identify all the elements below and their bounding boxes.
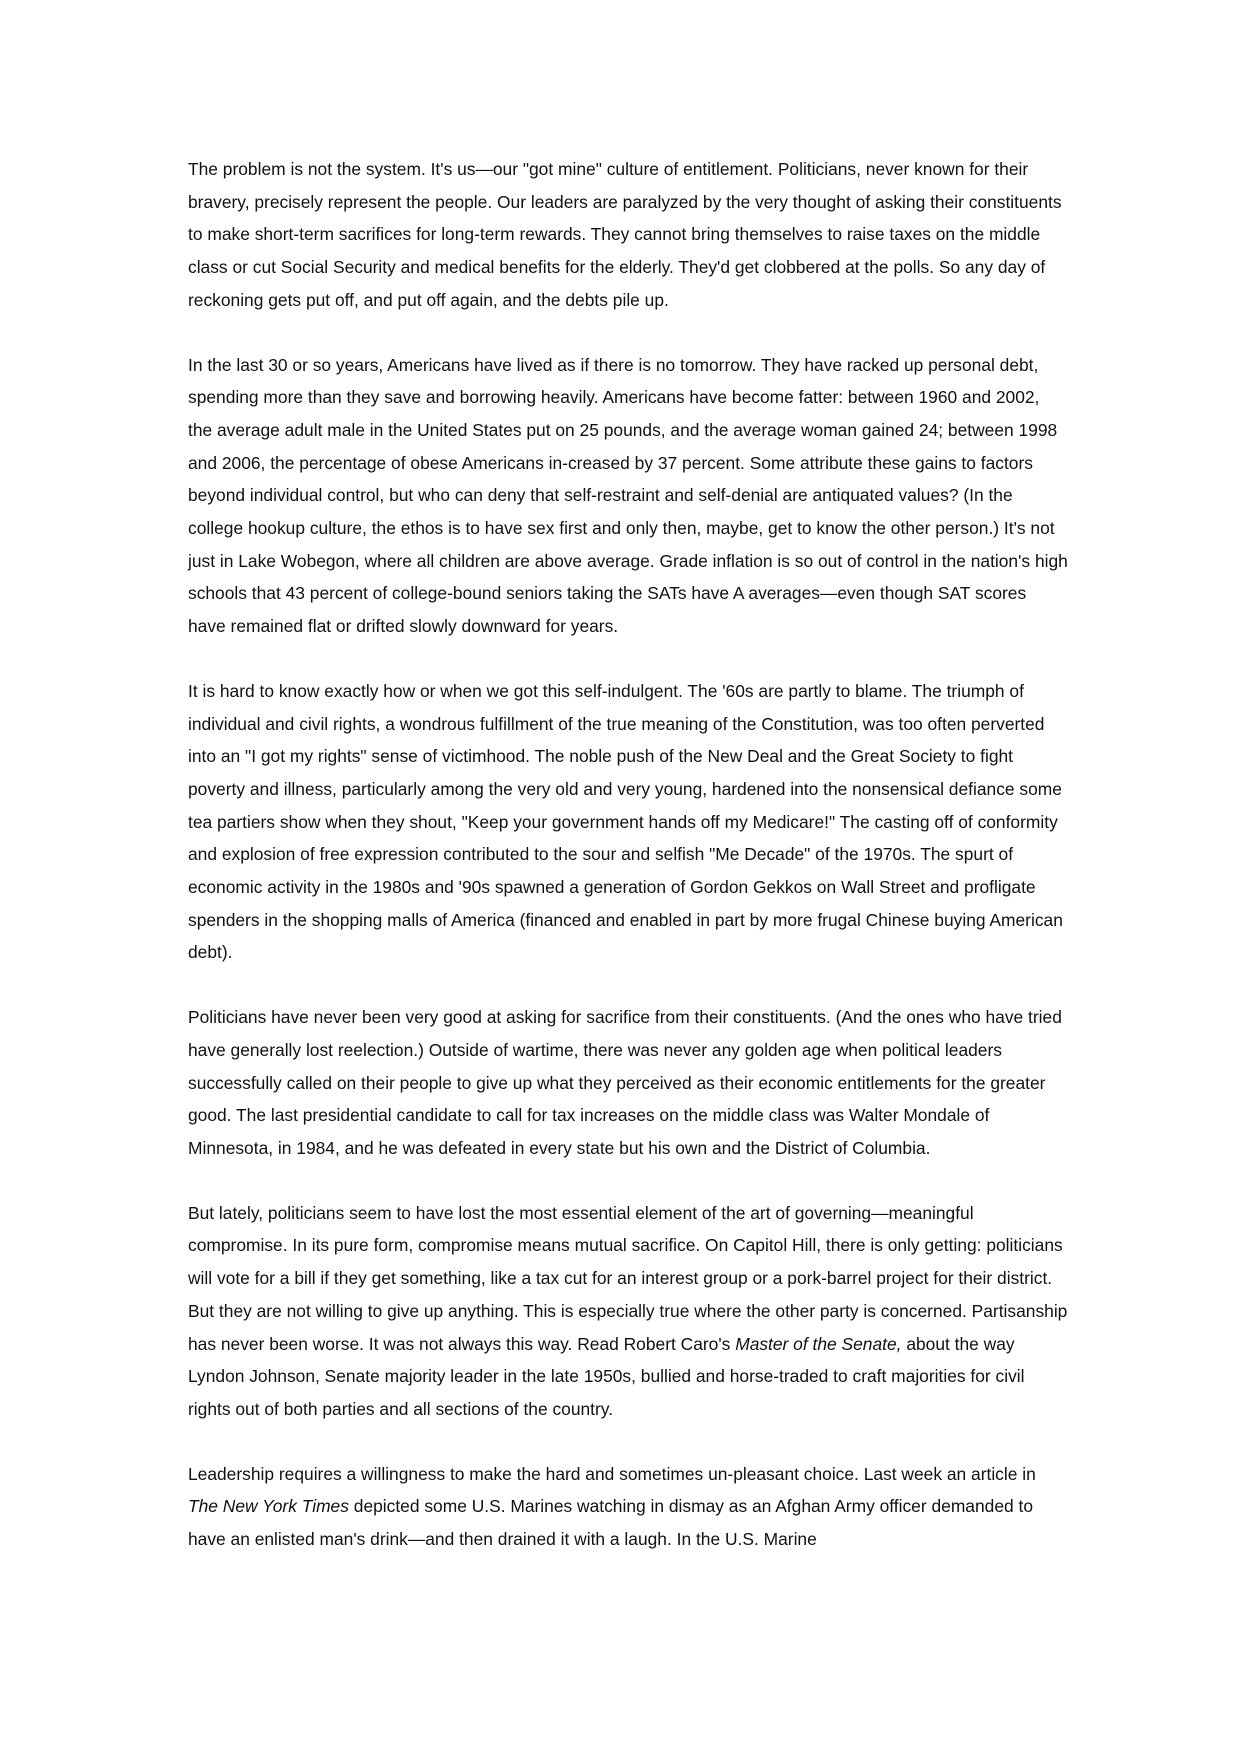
paragraph-5 <box>188 1197 1068 1426</box>
paragraph-3 <box>188 675 1068 969</box>
paragraph-text: about the way Lyndon Johnson, Senate majority leader in the late 1950s, bullied and horse-traded to craft majorities for civil rights out of both parties and all sections of the country. <box>188 1333 1025 1419</box>
paragraph-1 <box>188 153 1068 317</box>
paragraph-text: Politicians have never been very good at asking for sacrifice from their constituents. (And the ones who have tried have generally lost reelection.) Outside of wartime, there was never any golden age when political leaders successfully called on their people to give up what they perceived as their economic entitlements for the greater good. The last presidential candidate to call for tax increases on the middle class was Walter Mondale of Minnesota, in 1984, and he was defeated in every state but his own and the District of Columbia. <box>188 1007 1062 1158</box>
paragraph-6 <box>188 1458 1068 1556</box>
paragraph-text: It is hard to know exactly how or when we got this self-indulgent. The '60s are partly to blame. The triumph of individual and civil rights, a wondrous fulfillment of the true meaning of the Constitution, was too often perverted into an "I got my rights" sense of victimhood. The noble push of the New Deal and the Great Society to fight poverty and illness, particularly among the very old and very young, hardened into the nonsensical defiance some tea partiers show when they shout, "Keep your government hands off my Medicare!" The casting off of conformity and explosion of free expression contributed to the sour and selfish "Me Decade" of the 1970s. The spurt of economic activity in the 1980s and '90s spawned a generation of Gordon Gekkos on Wall Street and profligate spenders in the shopping malls of America (financed and enabled in part by more frugal Chinese buying American debt). <box>188 680 1063 963</box>
paragraph-4 <box>188 1001 1068 1165</box>
document-page <box>188 153 1068 1588</box>
paragraph-2 <box>188 349 1068 643</box>
paragraph-text: depicted some U.S. Marines watching in dismay as an Afghan Army officer demanded to have an enlisted man's drink—and then drained it with a laugh. In the U.S. Marine <box>188 1496 1034 1550</box>
paragraph-text: Leadership requires a willingness to make the hard and sometimes un-pleasant choice. Last week an article in <box>188 1463 1036 1484</box>
paragraph-text: The problem is not the system. It's us—our "got mine" culture of entitlement. Politicians, never known for their bravery, precisely represent the people. Our leaders are paralyzed by the very thought of asking their constituents to make short-term sacrifices for long-term rewards. They cannot bring themselves to raise taxes on the middle class or cut Social Security and medical benefits for the elderly. They'd get clobbered at the polls. So any day of reckoning gets put off, and put off again, and the debts pile up. <box>188 159 1062 310</box>
publication-title: The New York Times <box>188 1496 349 1517</box>
paragraph-text: In the last 30 or so years, Americans have lived as if there is no tomorrow. They have racked up personal debt, spending more than they save and borrowing heavily. Americans have become fatter: between 1960 and 2002, the average adult male in the United States put on 25 pounds, and the average woman gained 24; between 1998 and 2006, the percentage of obese Americans in-creased by 37 percent. Some attribute these gains to factors beyond individual control, but who can deny that self-restraint and self-denial are antiquated values? (In the college hookup culture, the ethos is to have sex first and only then, maybe, get to know the other person.) It's not just in Lake Wobegon, where all children are above average. Grade inflation is so out of control in the nation's high schools that 43 percent of college-bound seniors taking the SATs have A averages—even though SAT scores have remained flat or drifted slowly downward for years. <box>188 354 1068 637</box>
book-title: Master of the Senate, <box>735 1333 902 1354</box>
paragraph-text: But lately, politicians seem to have lost the most essential element of the art of governing—meaningful compromise. In its pure form, compromise means mutual sacrifice. On Capitol Hill, there is only getting: politicians will vote for a bill if they get something, like a tax cut for an interest group or a pork-barrel project for their district. But they are not willing to give up anything. This is especially true where the other party is concerned. Partisanship has never been worse. It was not always this way. Read Robert Caro's <box>188 1202 1068 1354</box>
